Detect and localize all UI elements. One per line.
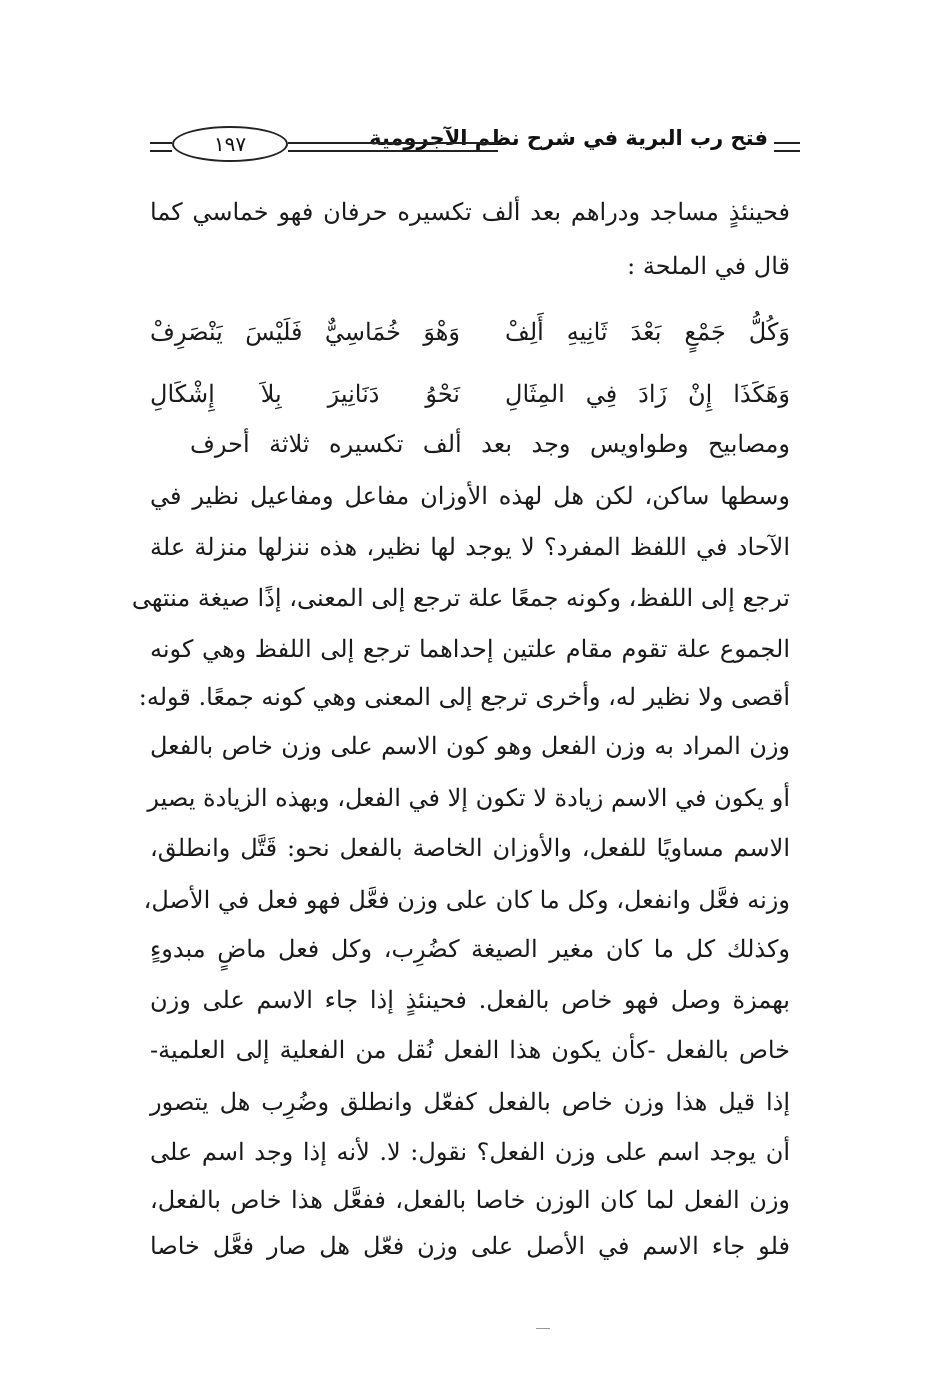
scan-mark bbox=[536, 1328, 550, 1329]
header-rule-left bbox=[150, 142, 172, 152]
text-line: الآحاد في اللفظ المفرد؟ لا يوجد لها نظير، هذه ننزلها منزلة علة bbox=[150, 533, 790, 561]
text-line: الجموع علة تقوم مقام علتين إحداهما ترجع إلى اللفظ وهي كونه bbox=[150, 635, 790, 663]
text-line: وسطها ساكن، لكن هل لهذه الأوزان مفاعل ومفاعيل نظير في bbox=[150, 482, 790, 510]
text-line: إذا قيل هذا وزن خاص بالفعل كفعّل وانطلق وضُرِب هل يتصور bbox=[150, 1088, 790, 1116]
text-line: فحينئذٍ مساجد ودراهم بعد ألف تكسيره حرفان فهو خماسي كما bbox=[150, 198, 790, 226]
text-line: خاص بالفعل -كأن يكون هذا الفعل نُقل من الفعلية إلى العلمية- bbox=[150, 1036, 790, 1064]
text-line: وكذلك كل ما كان مغير الصيغة كضُرِب، وكل فعل ماضٍ مبدوءٍ bbox=[150, 935, 790, 963]
text-line: وزنه فعَّل وانفعل، وكل ما كان على وزن فعَّل فهو فعل في الأصل، bbox=[143, 886, 790, 914]
header-rule-middle bbox=[288, 142, 498, 152]
text-line: أو يكون في الاسم زيادة لا تكون إلا في الفعل، وبهذه الزيادة يصير bbox=[147, 784, 790, 812]
text-line: ترجع إلى اللفظ، وكونه جمعًا علة ترجع إلى المعنى، إذًا صيغة منتهى bbox=[131, 584, 790, 612]
poem-verse-second-hemistich: وَهْوَ خُمَاسِيٌّ فَلَيْسَ يَنْصَرِفْ bbox=[150, 318, 460, 346]
poem-verse-first-hemistich: وَكُلُّ جَمْعٍ بَعْدَ ثَانِيهِ أَلِفْ bbox=[505, 318, 790, 346]
text-line: أقصى ولا نظير له، وأخرى ترجع إلى المعنى وهي كونه جمعًا. قوله: bbox=[138, 683, 790, 711]
text-line: ومصابيح وطواويس وجد بعد ألف تكسيره ثلاثة أحرف bbox=[190, 430, 790, 458]
page-number: ١٩٧ bbox=[172, 126, 288, 162]
text-line: الاسم مساويًا للفعل، والأوزان الخاصة بالفعل نحو: قَتَّل وانطلق، bbox=[150, 834, 790, 862]
text-line: أن يوجد اسم على وزن الفعل؟ نقول: لا. لأنه إذا وجد اسم على bbox=[150, 1138, 790, 1166]
text-line: بهمزة وصل فهو خاص بالفعل. فحينئذٍ إذا جاء الاسم على وزن bbox=[150, 986, 790, 1014]
text-line: وزن المراد به وزن الفعل وهو كون الاسم على وزن خاص بالفعل bbox=[150, 732, 790, 760]
page-header bbox=[150, 122, 800, 166]
poem-verse-second-hemistich: نَحْوُ دَنَانِيرَ بِلاَ إِشْكَالِ bbox=[150, 380, 460, 408]
text-line: قال في الملحة : bbox=[627, 252, 790, 280]
header-rule-right bbox=[774, 142, 800, 152]
poem-verse-first-hemistich: وَهَكَذَا إِنْ زَادَ فِي المِثَالِ bbox=[505, 380, 790, 408]
text-line: فلو جاء الاسم في الأصل على وزن فعّل هل صار فعَّل خاصا bbox=[150, 1232, 790, 1260]
book-title: فتح رب البرية في شرح نظم الآجرومية bbox=[369, 126, 768, 150]
text-line: وزن الفعل لما كان الوزن خاصا بالفعل، ففعَّل هذا خاص بالفعل، bbox=[150, 1186, 790, 1214]
